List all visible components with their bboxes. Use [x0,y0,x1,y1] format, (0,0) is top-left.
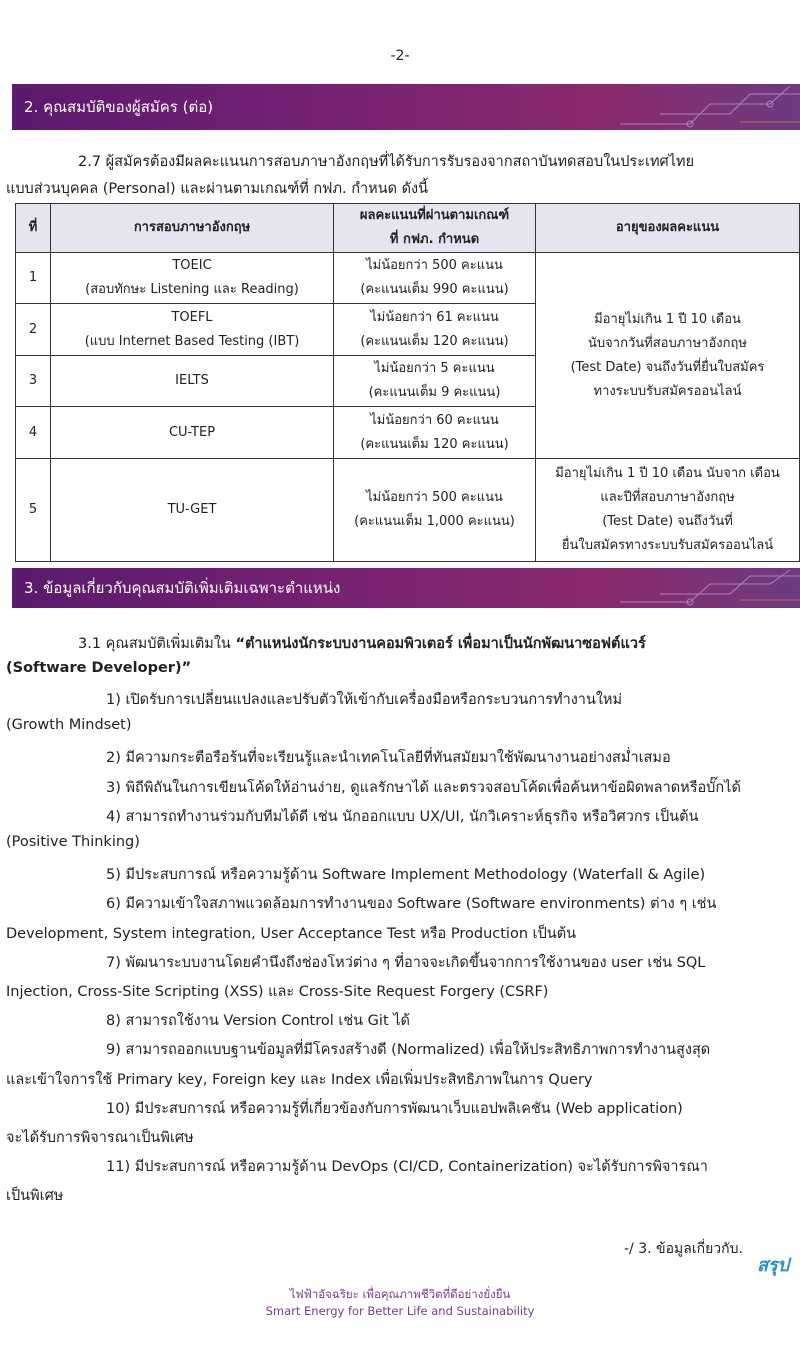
qualification-line: จะได้รับการพิจารณาเป็นพิเศษ [6,1130,194,1146]
row-test [51,253,334,304]
qualification-line: Injection, Cross-Site Scripting (XSS) และ Cross-Site Request Forgery (CSRF) [6,984,549,1000]
test-sub: (แบบ Internet Based Testing (IBT) [84,333,300,349]
validity-line: มีอายุไม่เกิน 1 ปี 10 เดือน นับจาก เดือน [555,466,780,481]
page-number: -2- [390,48,410,64]
test-name: CU-TEP [51,407,334,459]
qualification-line: 5) มีประสบการณ์ หรือความรู้ด้าน Software Implement Methodology (Waterfall & Agile) [106,867,706,884]
qualification-line: และเข้าใจการใช้ Primary key, Foreign key และ Index เพื่อเพิ่มประสิทธิภาพในการ Query [6,1071,593,1088]
test-name: TOEFL [171,309,213,325]
row-no: 4 [16,407,51,459]
score-sub: (คะแนนเต็ม 990 คะแนน) [360,282,509,297]
section-3-banner [12,568,800,608]
validity-line: นับจากวันที่สอบภาษาอังกฤษ [588,335,747,351]
row-test [51,304,334,356]
para-3-1-prefix: 3.1 คุณสมบัติเพิ่มเติมใน [78,636,236,652]
para-3-1 [78,632,646,655]
score: ไม่น้อยกว่า 61 คะแนน [370,309,499,325]
validity-line: (Test Date) จนถึงวันที่ยื่นใบสมัคร [570,359,765,375]
row-no: 3 [16,356,51,407]
score: ไม่น้อยกว่า 60 คะแนน [370,412,499,428]
table-row [16,459,800,562]
qualification-line: 8) สามารถใช้งาน Version Control เช่น Git ได้ [106,1013,410,1030]
qualification-line: 7) พัฒนาระบบงานโดยคำนึงถึงช่องโหว่ต่าง ๆ ที่อาจจะเกิดขึ้นจากการใช้งานของ user เช่น SQL [106,954,706,971]
validity-cell [536,253,800,459]
circuit-decoration-icon [540,568,800,608]
col-score: ผลคะแนนที่ผ่านตามเกณฑ์ ที่ กฟภ. กำหนด [334,204,536,253]
validity-line: ยื่นใบสมัครทางระบบรับสมัครออนไลน์ [561,538,774,553]
position-title-en: (Software Developer)” [6,660,192,676]
test-name: IELTS [51,356,334,407]
validity-line: และปีที่สอบภาษาอังกฤษ [600,490,735,505]
footer-slogan-th: ไฟฟ้าอัจฉริยะ เพื่อคุณภาพชีวิตที่ดีอย่างยั่งยืน [289,1287,511,1301]
qualification-line: 10) มีประสบการณ์ หรือความรู้ที่เกี่ยวข้องกับการพัฒนาเว็บแอปพลิเคชัน (Web application) [106,1100,683,1117]
validity-cell [536,459,800,562]
score-sub: (คะแนนเต็ม 120 คะแนน) [360,436,509,452]
qualification-line: 4) สามารถทำงานร่วมกับทีมได้ดี เช่น นักออกแบบ UX/UI, นักวิเคราะห์ธุรกิจ หรือวิศวกร เป็นต้น [106,808,699,825]
section-2-title: 2. คุณสมบัติของผู้สมัคร (ต่อ) [24,98,214,116]
table-row [16,253,800,304]
test-name: TOEIC [172,258,212,273]
qualification-line: 9) สามารถออกแบบฐานข้อมูลที่มีโครงสร้างดี (Normalized) เพื่อให้ประสิทธิภาพการทำงานสูงสุด [106,1042,711,1059]
para-2-7-line1: 2.7 ผู้สมัครต้องมีผลคะแนนการสอบภาษาอังกฤษที่ได้รับการรับรองจากสถาบันทดสอบในประเทศไทย [78,154,695,170]
circuit-decoration-icon [540,84,800,130]
row-score [334,459,536,562]
para-2-7-line2: แบบส่วนบุคคล (Personal) และผ่านตามเกณฑ์ที่ กฟภ. กำหนด ดังนี้ [6,181,429,197]
score-sub: (คะแนนเต็ม 1,000 คะแนน) [354,514,515,529]
row-score [334,304,536,356]
col-no: ที่ [16,204,51,253]
validity-line: ทางระบบรับสมัครออนไลน์ [593,383,742,399]
row-score [334,356,536,407]
validity-line: มีอายุไม่เกิน 1 ปี 10 เดือน [594,311,741,327]
qualification-line: (Growth Mindset) [6,717,132,734]
score-sub: (คะแนนเต็ม 120 คะแนน) [360,333,509,349]
col-validity: อายุของผลคะแนน [536,204,800,253]
signature-initials: สรุป [757,1255,790,1276]
qualification-line: เป็นพิเศษ [6,1188,64,1205]
score-sub: (คะแนนเต็ม 9 คะแนน) [368,385,501,400]
section-2-banner [12,84,800,130]
qualification-line: Development, System integration, User Acceptance Test หรือ Production เป็นต้น [6,925,577,942]
qualification-line: 3) พิถีพิถันในการเขียนโค้ดให้อ่านง่าย, ดูแลรักษาได้ และตรวจสอบโค้ดเพื่อค้นหาข้อผิดพลาดหรือบั๊กได้ [106,779,741,796]
row-no: 5 [16,459,51,562]
score: ไม่น้อยกว่า 5 คะแนน [374,361,495,376]
qualification-line: 2) มีความกระตือรือร้นที่จะเรียนรู้และนำเทคโนโลยีที่ทันสมัยมาใช้พัฒนางานอย่างสม่ำเสมอ [106,750,671,767]
qualification-line: 11) มีประสบการณ์ หรือความรู้ด้าน DevOps (CI/CD, Containerization) จะได้รับการพิจารณา [106,1159,708,1176]
row-no: 1 [16,253,51,304]
test-sub: (สอบทักษะ Listening และ Reading) [85,282,299,297]
row-score [334,407,536,459]
row-score [334,253,536,304]
score: ไม่น้อยกว่า 500 คะแนน [366,258,503,273]
qualification-line: (Positive Thinking) [6,834,140,850]
qualification-line: 1) เปิดรับการเปลี่ยนแปลงและปรับตัวให้เข้ากับเครื่องมือหรือกระบวนการทำงานใหม่ [106,692,623,708]
section-3-title: 3. ข้อมูลเกี่ยวกับคุณสมบัติเพิ่มเติมเฉพาะตำแหน่ง [24,579,341,597]
position-title: “ตำแหน่งนักระบบงานคอมพิวเตอร์ เพื่อมาเป็นนักพัฒนาซอฟต์แวร์ [235,636,646,652]
english-test-table [15,203,800,562]
col-test: การสอบภาษาอังกฤษ [51,204,334,253]
footer-slogan-en: Smart Energy for Better Life and Sustainability [265,1304,535,1318]
score: ไม่น้อยกว่า 500 คะแนน [366,490,503,505]
validity-line: (Test Date) จนถึงวันที่ [602,514,733,529]
row-no: 2 [16,304,51,356]
continuation-note: -/ 3. ข้อมูลเกี่ยวกับ. [624,1241,743,1257]
qualification-line: 6) มีความเข้าใจสภาพแวดล้อมการทำงานของ Software (Software environments) ต่าง ๆ เช่น [106,896,717,913]
test-name: TU-GET [51,459,334,562]
